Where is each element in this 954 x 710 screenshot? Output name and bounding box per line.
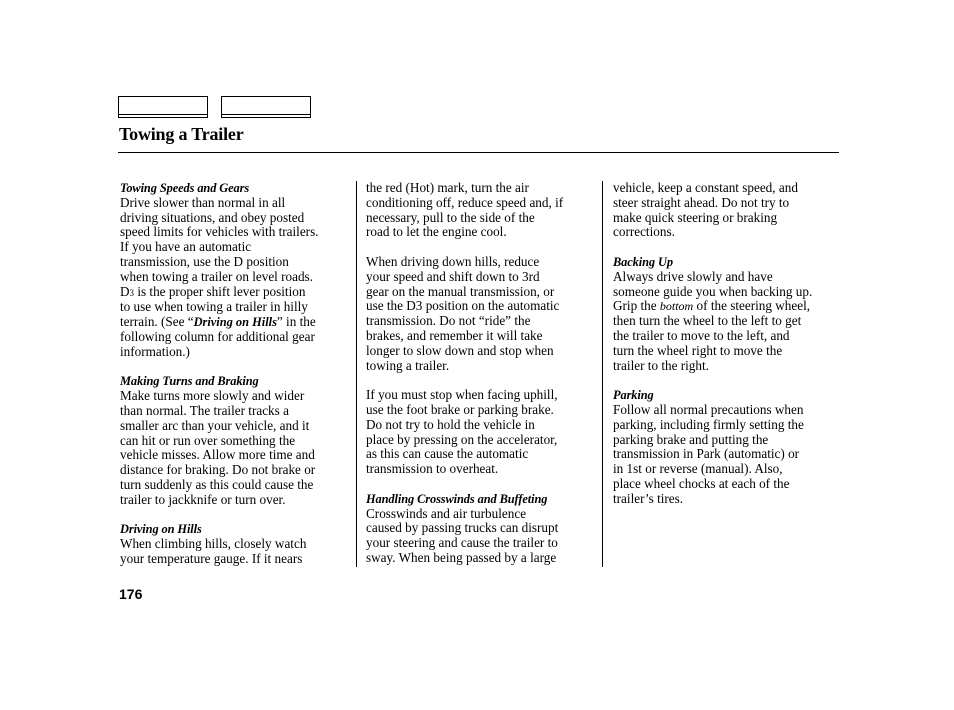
- paragraph: [366, 388, 598, 477]
- section-heading-turns-braking: Making Turns and Braking: [120, 374, 259, 389]
- text-line: steer straight ahead. Do not try to: [613, 194, 790, 210]
- text-line: your speed and shift down to 3rd: [366, 268, 540, 284]
- section-heading-parking: Parking: [613, 388, 654, 403]
- text-line: speed limits for vehicles with trailers.: [120, 224, 319, 240]
- text-line: conditioning off, reduce speed and, if: [366, 194, 564, 210]
- text-line: brakes, and remember it will take: [366, 327, 543, 343]
- paragraph: [613, 181, 845, 240]
- text-line: parking brake and putting the: [613, 431, 769, 447]
- text-line: transmission in Park (automatic) or: [613, 446, 800, 462]
- text-line: transmission. Do not “ride” the: [366, 313, 531, 329]
- page-title: Towing a Trailer: [119, 124, 244, 144]
- text-fragment: is the proper shift lever position: [134, 283, 306, 299]
- text-line: towing a trailer.: [366, 357, 450, 373]
- text-line: use the foot brake or parking brake.: [366, 401, 554, 417]
- paragraph: [120, 196, 352, 360]
- text-line: Follow all normal precautions when: [613, 401, 804, 417]
- paragraph: [120, 537, 352, 567]
- text-line: parking, including firmly setting the: [613, 416, 804, 432]
- section-heading-driving-hills: Driving on Hills: [120, 522, 202, 537]
- text-line: necessary, pull to the side of the: [366, 209, 535, 225]
- nav-button-previous[interactable]: [118, 96, 208, 118]
- text-line: Do not try to hold the vehicle in: [366, 416, 535, 432]
- text-line: place by pressing on the accelerator,: [366, 431, 558, 447]
- text-line: distance for braking. Do not brake or: [120, 462, 316, 478]
- text-line: your temperature gauge. If it nears: [120, 550, 303, 566]
- text-fragment: of the steering wheel,: [693, 298, 811, 314]
- text-line: longer to slow down and stop when: [366, 342, 554, 358]
- text-line: trailer’s tires.: [613, 490, 684, 506]
- text-line: your steering and cause the trailer to: [366, 535, 558, 551]
- text-line: [120, 285, 352, 301]
- column-2: [366, 181, 598, 581]
- paragraph: [366, 507, 598, 566]
- text-line: Crosswinds and air turbulence: [366, 505, 527, 521]
- text-line: gear on the manual transmission, or: [366, 283, 555, 299]
- text-line: turn the wheel right to move the: [613, 342, 783, 358]
- column-divider: [602, 181, 603, 567]
- text-line: use the D3 position on the automatic: [366, 298, 560, 314]
- text-line: as this can cause the automatic: [366, 446, 529, 462]
- text-line: trailer to jackknife or turn over.: [120, 491, 286, 507]
- column-1: [120, 181, 352, 582]
- text-line: vehicle, keep a constant speed, and: [613, 180, 798, 195]
- text-line: road to let the engine cool.: [366, 224, 507, 240]
- text-line: corrections.: [613, 224, 675, 240]
- title-rule: [118, 152, 839, 153]
- text-line: when towing a trailer on level roads.: [120, 268, 313, 284]
- text-line: When driving down hills, reduce: [366, 253, 540, 269]
- section-heading-towing-speeds: Towing Speeds and Gears: [120, 181, 250, 195]
- paragraph: [613, 403, 845, 507]
- text-line: than normal. The trailer tracks a: [120, 402, 289, 418]
- d3-subscript: 3: [129, 287, 135, 298]
- cross-reference-link[interactable]: Driving on Hills: [193, 315, 277, 330]
- text-line: information.): [120, 343, 190, 359]
- text-line: can hit or run over something the: [120, 432, 296, 448]
- text-line: the trailer to move to the left, and: [613, 327, 790, 343]
- text-line: smaller arc than your vehicle, and it: [120, 417, 310, 433]
- text-fragment: Grip the: [613, 298, 660, 314]
- nav-button-next[interactable]: [221, 96, 311, 118]
- text-fragment: ” in the: [276, 314, 316, 330]
- d3-letter: D: [120, 283, 130, 299]
- text-line: [613, 299, 845, 314]
- text-line: transmission to overheat.: [366, 461, 499, 477]
- text-line: make quick steering or braking: [613, 209, 778, 225]
- text-line: the red (Hot) mark, turn the air: [366, 180, 529, 195]
- text-line: someone guide you when backing up.: [613, 283, 813, 299]
- text-line: Drive slower than normal in all: [120, 194, 286, 210]
- text-line: in 1st or reverse (manual). Also,: [613, 461, 783, 477]
- text-line: Make turns more slowly and wider: [120, 388, 305, 404]
- text-line: sway. When being passed by a large: [366, 549, 557, 565]
- text-line: When climbing hills, closely watch: [120, 536, 307, 552]
- text-line: Always drive slowly and have: [613, 268, 773, 284]
- section-heading-backing-up: Backing Up: [613, 254, 673, 269]
- text-line: following column for additional gear: [120, 328, 315, 344]
- text-fragment: terrain. (See “: [120, 314, 194, 330]
- emphasis-text: bottom: [659, 299, 694, 314]
- text-line: trailer to the right.: [613, 357, 709, 373]
- column-divider: [356, 181, 357, 567]
- column-3: [613, 181, 845, 521]
- section-heading-crosswinds: Handling Crosswinds and Buffeting: [366, 491, 548, 506]
- text-line: [120, 315, 352, 330]
- paragraph: [366, 255, 598, 373]
- paragraph: [120, 389, 352, 507]
- text-line: If you have an automatic: [120, 239, 252, 255]
- text-line: place wheel chocks at each of the: [613, 475, 790, 491]
- text-line: then turn the wheel to the left to get: [613, 313, 802, 329]
- paragraph: [366, 181, 598, 240]
- text-line: turn suddenly as this could cause the: [120, 476, 314, 492]
- text-line: transmission, use the D position: [120, 253, 289, 269]
- text-line: caused by passing trucks can disrupt: [366, 520, 559, 536]
- paragraph: [613, 270, 845, 374]
- text-line: to use when towing a trailer in hilly: [120, 299, 308, 315]
- text-line: driving situations, and obey posted: [120, 209, 305, 225]
- text-line: vehicle misses. Allow more time and: [120, 447, 315, 463]
- text-line: If you must stop when facing uphill,: [366, 387, 558, 403]
- page-number: 176: [119, 586, 143, 602]
